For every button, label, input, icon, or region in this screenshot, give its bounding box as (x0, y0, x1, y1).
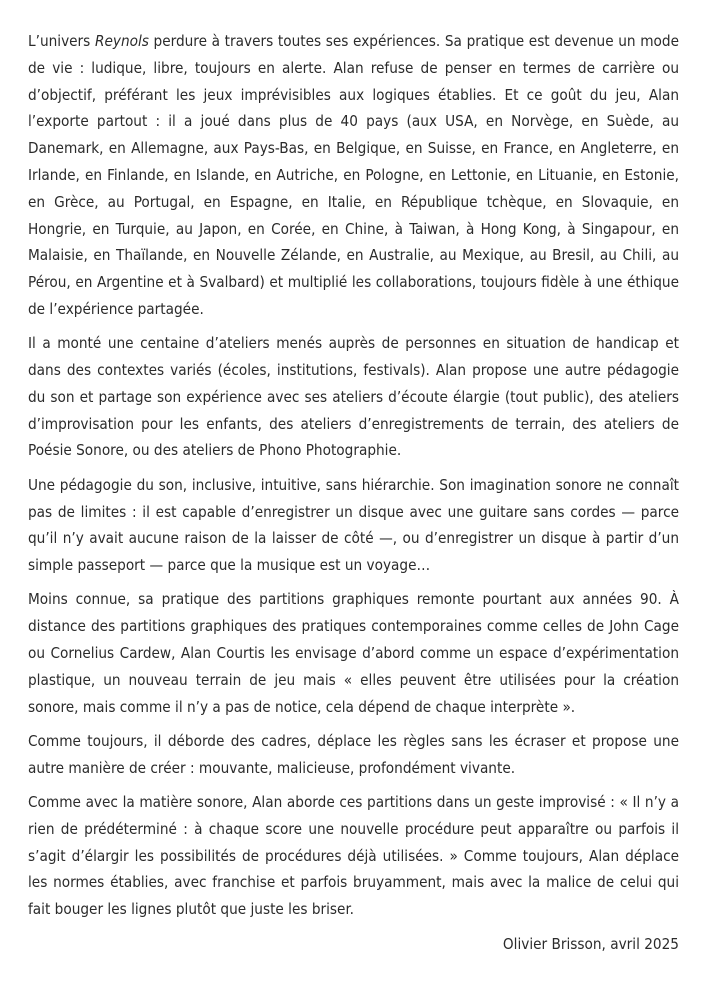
paragraph-pedagogie: Une pédagogie du son, inclusive, intuitive, sans hiérarchie. Son imagination sonore ne connaît pas de limites : il est capable d’enregistrer un disque avec une guitare sans cordes — parce qu’il n’y avait aucune raison de la laisser de côté —, ou d’enregistrer un disque à partir d’un simple passeport — parce que la musique est un voyage… (28, 475, 679, 575)
reynols-title: Reynols (94, 32, 149, 50)
paragraph-cadres: Comme toujours, il déborde des cadres, déplace les règles sans les écraser et propose une autre manière de créer : mouvante, malicieuse, profondément vivante. (28, 731, 679, 777)
paragraph-partitions: Moins connue, sa pratique des partitions graphiques remonte pourtant aux années 90. À distance des partitions graphiques des pratiques contemporaines comme celles de John Cage ou Cornelius Cardew, Alan Courtis les envisage d’abord comme un espace d’expérimentation plastique, un nouveau terrain de jeu mais « elles peuvent être utilisées pour la création sonore, mais comme il n’y a pas de notice, cela dépend de chaque interprète ». (28, 590, 679, 716)
paragraph-ateliers: Il a monté une centaine d’ateliers menés auprès de personnes en situation de handicap et dans des contextes variés (écoles, institutions, festivals). Alan propose une autre pédagogie du son et partage son expérience avec ses ateliers d’écoute élargie (tout public), des ateliers d’improvisation pour les enfants, des ateliers d’enregistrements de terrain, des ateliers de Poésie Sonore, ou des ateliers de Phono Photographie. (28, 334, 679, 460)
paragraph-reynols-body: perdure à travers toutes ses expériences. Sa pratique est devenue un mode de vie : ludique, libre, toujours en alerte. Alan refuse de penser en termes de carrière ou d’objectif, préférant les jeux imprévisibles aux logiques établies. Et ce goût du jeu, Alan l’exporte partout : il a joué dans plus de 40 pays (aux USA, en Norvège, en Suède, au Danemark, en Allemagne, aux Pays-Bas, en Belgique, en Suisse, en France, en Angleterre, en Irlande, en Finlande, en Islande, en Autriche, en Pologne, en Lettonie, en Lituanie, en Estonie, en Grèce, au Portugal, en Espagne, en Italie, en République tchèque, en Slovaquie, en Hongrie, en Turquie, au Japon, en Corée, en Chine, à Taiwan, à Hong Kong, à Singapour, en Malaisie, en Thaïlande, en Nouvelle Zélande, en Australie, au Mexique, au Bresil, au Chili, au Pérou, en Argentine et à Svalbard) et multiplié les collaborations, toujours fidèle à une éthique de l’expérience partagée. (28, 32, 679, 318)
paragraph-improvisation: Comme avec la matière sonore, Alan aborde ces partitions dans un geste improvisé : « Il n’y a rien de prédéterminé : à chaque score une nouvelle procédure peut apparaître ou parfois il s’agit d’élargir les possibilités de procédures déjà utilisées. » Comme toujours, Alan déplace les normes établies, avec franchise et parfois bruyamment, mais avec la malice de celui qui fait bouger les lignes plutôt que juste les briser. (28, 793, 679, 919)
signature: Olivier Brisson, avril 2025 (502, 934, 679, 953)
paragraph-reynols (28, 28, 679, 323)
document-page (28, 28, 679, 957)
paragraph-reynols-lead: L’univers (28, 32, 95, 50)
